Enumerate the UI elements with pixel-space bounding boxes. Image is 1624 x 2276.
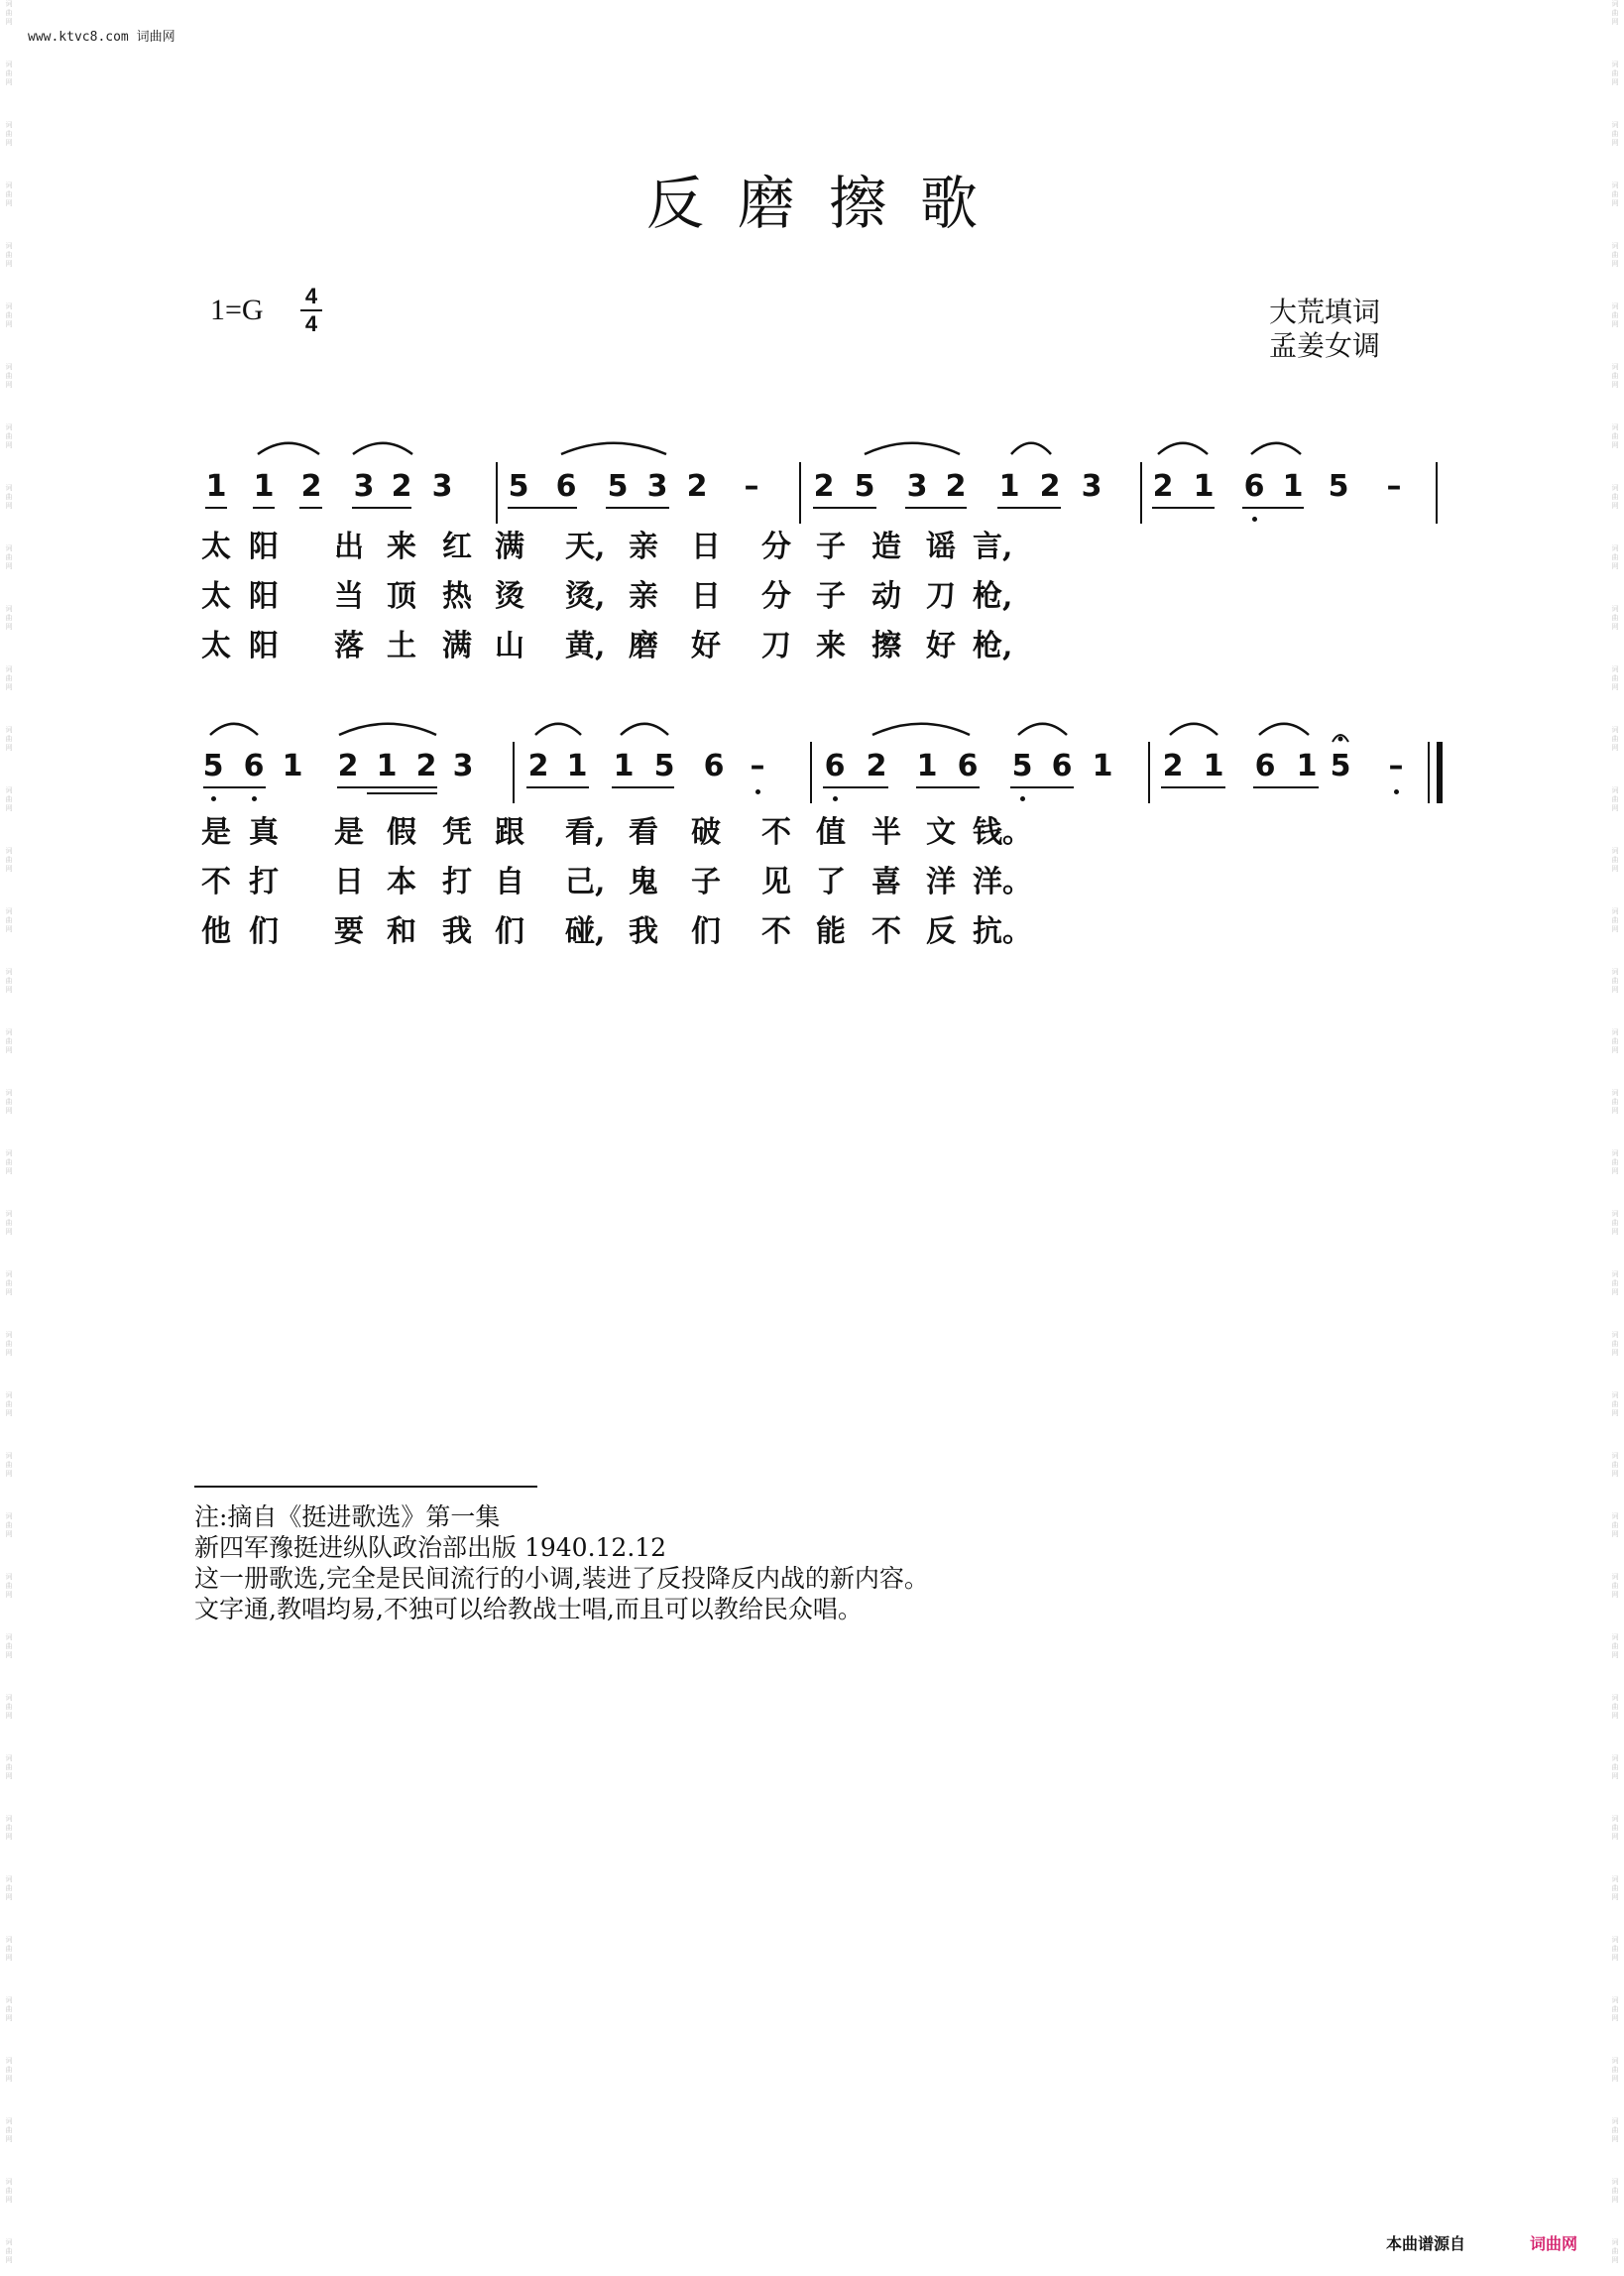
note: 2 bbox=[391, 469, 412, 504]
lyric-char: 们 bbox=[249, 914, 279, 949]
watermark-mark: 词 曲 网 bbox=[5, 1512, 13, 1538]
lyric-char: 了 bbox=[816, 865, 846, 899]
watermark-mark: 词 曲 网 bbox=[5, 1270, 13, 1296]
note: 6 bbox=[1243, 469, 1265, 504]
lyric-char: 刀 bbox=[761, 629, 791, 663]
note: 5 bbox=[607, 469, 629, 504]
time-signature-bottom: 4 bbox=[304, 311, 318, 336]
lyric-char: 碰, bbox=[565, 914, 606, 949]
lyric-char: 我 bbox=[442, 914, 472, 949]
lyric-char: 们 bbox=[495, 914, 524, 949]
lyric-char: 红 bbox=[442, 530, 472, 564]
watermark-mark: 词 曲 网 bbox=[5, 1754, 13, 1780]
watermark-mark: 词 曲 网 bbox=[1611, 1391, 1619, 1417]
note: 5 bbox=[653, 749, 675, 783]
watermark-mark: 词 曲 网 bbox=[1611, 2238, 1619, 2264]
watermark-mark: 词 曲 网 bbox=[5, 2057, 13, 2083]
final-bar-line-thin bbox=[1428, 742, 1430, 803]
lyric-char: 不 bbox=[201, 865, 231, 899]
watermark-mark: 词 曲 网 bbox=[5, 605, 13, 631]
watermark-mark: 词 曲 网 bbox=[1611, 1210, 1619, 1236]
note: 1 bbox=[282, 749, 303, 783]
note: 1 bbox=[566, 749, 588, 783]
lyric-char: 真 bbox=[249, 815, 279, 850]
watermark-mark: 词 曲 网 bbox=[1611, 847, 1619, 873]
watermark-mark: 词 曲 网 bbox=[5, 2178, 13, 2204]
low-octave-dot bbox=[833, 796, 838, 801]
low-octave-dot bbox=[1252, 517, 1257, 522]
watermark-mark: 词 曲 网 bbox=[1611, 2057, 1619, 2083]
lyric-char: 烫, bbox=[565, 579, 606, 614]
lyric-char: 自 bbox=[495, 865, 524, 899]
lyric-char: 热 bbox=[442, 579, 472, 614]
lyric-char: 和 bbox=[387, 914, 416, 949]
watermark-mark: 词 曲 网 bbox=[1611, 1089, 1619, 1115]
note: 2 bbox=[866, 749, 887, 783]
watermark-mark: 词 曲 网 bbox=[1611, 0, 1619, 26]
song-title: 反磨擦歌 bbox=[645, 170, 1011, 237]
lyric-char: 擦 bbox=[871, 629, 901, 663]
watermark-mark: 词 曲 网 bbox=[5, 544, 13, 570]
lyric-char: 文 bbox=[926, 815, 956, 850]
watermark-mark: 词 曲 网 bbox=[1611, 1936, 1619, 1962]
key-signature: 1=G bbox=[210, 294, 264, 326]
lyric-char: 是 bbox=[334, 815, 364, 850]
note: 3 bbox=[646, 469, 668, 504]
watermark-mark: 词 曲 网 bbox=[5, 423, 13, 449]
watermark-mark: 词 曲 网 bbox=[1611, 1331, 1619, 1357]
eighth-underline bbox=[1161, 786, 1225, 788]
bar-line bbox=[513, 742, 515, 803]
lyric-char: 假 bbox=[387, 815, 416, 850]
lyric-char: 看, bbox=[565, 815, 606, 850]
watermark-mark: 词 曲 网 bbox=[1611, 1875, 1619, 1901]
watermark-mark: 词 曲 网 bbox=[5, 1633, 13, 1659]
lyricist-credit: 大荒填词 bbox=[1269, 296, 1381, 328]
watermark-mark: 词 曲 网 bbox=[5, 1391, 13, 1417]
lyric-char: 太 bbox=[201, 629, 231, 663]
note: 2 bbox=[1162, 749, 1184, 783]
lyric-char: 子 bbox=[816, 579, 846, 614]
lyric-char: 们 bbox=[691, 914, 721, 949]
lyric-char: 喜 bbox=[871, 865, 901, 899]
watermark-mark: 词 曲 网 bbox=[1611, 363, 1619, 389]
lyric-char: 枪, bbox=[973, 629, 1013, 663]
lyric-char: 我 bbox=[629, 914, 658, 949]
note: 1 bbox=[1282, 469, 1304, 504]
note: 1 bbox=[1092, 749, 1113, 783]
low-octave-dot bbox=[1020, 796, 1025, 801]
lyric-char: 当 bbox=[334, 579, 364, 614]
slur bbox=[865, 443, 960, 454]
lyric-char: 子 bbox=[691, 865, 721, 899]
lyric-char: 磨 bbox=[629, 629, 658, 663]
hold-dash: – bbox=[1386, 469, 1402, 504]
lyric-char: 动 bbox=[871, 579, 901, 614]
footnote-line: 注:摘自《挺进歌选》第一集 bbox=[194, 1502, 501, 1531]
note: 1 bbox=[1203, 749, 1224, 783]
lyric-char: 值 bbox=[816, 815, 846, 850]
lyric-char: 太 bbox=[201, 579, 231, 614]
note: 2 bbox=[527, 749, 549, 783]
watermark-mark: 词 曲 网 bbox=[1611, 484, 1619, 510]
watermark-mark: 词 曲 网 bbox=[5, 1936, 13, 1962]
note: 5 bbox=[508, 469, 529, 504]
lyric-char: 洋。 bbox=[973, 865, 1032, 899]
note: 1 bbox=[1296, 749, 1318, 783]
note: 6 bbox=[824, 749, 846, 783]
note: 1 bbox=[376, 749, 398, 783]
lyric-char: 分 bbox=[761, 530, 791, 564]
tune-credit: 孟姜女调 bbox=[1269, 329, 1381, 362]
lyric-char: 来 bbox=[816, 629, 846, 663]
eighth-underline bbox=[606, 507, 669, 509]
hold-dash: – bbox=[744, 469, 759, 504]
watermark-mark: 词 曲 网 bbox=[1611, 181, 1619, 207]
footnotes bbox=[194, 1501, 929, 1624]
lyric-char: 日 bbox=[691, 579, 721, 614]
low-octave-dot bbox=[1394, 789, 1399, 794]
bar-line bbox=[810, 742, 812, 803]
eighth-underline bbox=[1152, 507, 1215, 509]
time-signature-top: 4 bbox=[304, 284, 318, 308]
slur bbox=[210, 724, 258, 735]
final-bar-line-thick bbox=[1437, 742, 1443, 803]
note: 6 bbox=[1051, 749, 1073, 783]
watermark-mark: 词 曲 网 bbox=[5, 121, 13, 147]
note: 2 bbox=[945, 469, 967, 504]
watermark-mark: 词 曲 网 bbox=[1611, 1815, 1619, 1841]
bar-line bbox=[799, 462, 801, 524]
lyric-char: 好 bbox=[926, 629, 956, 663]
note: 3 bbox=[1081, 469, 1102, 504]
watermark-mark: 词 曲 网 bbox=[5, 907, 13, 933]
watermark-mark: 词 曲 网 bbox=[5, 363, 13, 389]
watermark-mark: 词 曲 网 bbox=[5, 1875, 13, 1901]
bar-line bbox=[1148, 742, 1150, 803]
lyric-char: 分 bbox=[761, 579, 791, 614]
lyric-char: 太 bbox=[201, 530, 231, 564]
note: 5 bbox=[854, 469, 875, 504]
eighth-underline bbox=[1010, 786, 1074, 788]
watermark-mark: 词 曲 网 bbox=[1611, 1270, 1619, 1296]
note: 3 bbox=[431, 469, 453, 504]
lyric-char: 谣 bbox=[926, 530, 956, 564]
lyric-char: 己, bbox=[565, 865, 606, 899]
note: 2 bbox=[686, 469, 708, 504]
watermark-mark: 词 曲 网 bbox=[1611, 423, 1619, 449]
watermark-mark: 词 曲 网 bbox=[1611, 907, 1619, 933]
lyric-char: 抗。 bbox=[973, 914, 1032, 949]
watermark-mark: 词 曲 网 bbox=[1611, 605, 1619, 631]
low-octave-dot bbox=[755, 789, 760, 794]
eighth-underline bbox=[813, 507, 876, 509]
note: 1 bbox=[205, 469, 227, 504]
sixteenth-underline bbox=[367, 792, 437, 794]
watermark-mark: 词 曲 网 bbox=[1611, 2178, 1619, 2204]
note: 2 bbox=[415, 749, 437, 783]
note: 6 bbox=[555, 469, 577, 504]
slur bbox=[258, 443, 319, 454]
watermark-mark: 词 曲 网 bbox=[1611, 968, 1619, 994]
footnote-rule bbox=[194, 1486, 537, 1488]
lyric-char: 烫 bbox=[495, 579, 524, 614]
watermark-mark: 词 曲 网 bbox=[5, 484, 13, 510]
lyric-char: 能 bbox=[816, 914, 846, 949]
lyric-char: 鬼 bbox=[629, 865, 658, 899]
lyric-char: 本 bbox=[387, 865, 416, 899]
lyric-char: 反 bbox=[926, 914, 956, 949]
note: 6 bbox=[1254, 749, 1276, 783]
eighth-underline bbox=[997, 507, 1061, 509]
lyric-char: 跟 bbox=[495, 815, 524, 850]
lyric-char: 满 bbox=[442, 629, 472, 663]
lyric-char: 半 bbox=[871, 815, 901, 850]
footer-brand-link[interactable]: 词曲网 bbox=[1530, 2234, 1578, 2253]
footnote-line: 文字通,教唱均易,不独可以给教战士唱,而且可以教给民众唱。 bbox=[194, 1595, 863, 1623]
watermark-mark: 词 曲 网 bbox=[5, 1089, 13, 1115]
watermark-mark: 词 曲 网 bbox=[1611, 544, 1619, 570]
slur bbox=[1158, 443, 1208, 454]
lyric-char: 亲 bbox=[629, 530, 658, 564]
note: 3 bbox=[906, 469, 928, 504]
slur bbox=[1018, 724, 1067, 735]
eighth-underline bbox=[205, 507, 227, 509]
lyric-char: 满 bbox=[495, 530, 524, 564]
watermark-mark: 词 曲 网 bbox=[1611, 60, 1619, 86]
slur bbox=[621, 724, 668, 735]
watermark-mark: 词 曲 网 bbox=[1611, 1512, 1619, 1538]
watermark-mark: 词 曲 网 bbox=[1611, 1573, 1619, 1599]
watermark-mark: 词 曲 网 bbox=[1611, 1754, 1619, 1780]
eighth-underline bbox=[916, 786, 980, 788]
eighth-underline bbox=[253, 507, 275, 509]
lyric-char: 子 bbox=[816, 530, 846, 564]
note: 2 bbox=[337, 749, 359, 783]
watermark-mark: 词 曲 网 bbox=[5, 1331, 13, 1357]
lyric-char: 阳 bbox=[249, 629, 279, 663]
lyric-char: 不 bbox=[871, 914, 901, 949]
watermark-mark: 词 曲 网 bbox=[1611, 786, 1619, 812]
lyric-char: 要 bbox=[334, 914, 364, 949]
watermark-mark: 词 曲 网 bbox=[5, 847, 13, 873]
note: 1 bbox=[998, 469, 1020, 504]
watermark-mark: 词 曲 网 bbox=[1611, 665, 1619, 691]
slur bbox=[1259, 724, 1309, 735]
eighth-underline bbox=[1253, 786, 1319, 788]
watermark-mark: 词 曲 网 bbox=[5, 665, 13, 691]
lyric-char: 是 bbox=[201, 815, 231, 850]
slur bbox=[1251, 443, 1301, 454]
watermark-mark: 词 曲 网 bbox=[5, 302, 13, 328]
footnote-line: 这一册歌选,完全是民间流行的小调,装进了反投降反内战的新内容。 bbox=[194, 1564, 929, 1593]
lyric-char: 见 bbox=[761, 865, 791, 899]
lyric-char: 落 bbox=[334, 629, 364, 663]
note: 1 bbox=[253, 469, 275, 504]
watermark-mark: 词 曲 网 bbox=[5, 1210, 13, 1236]
lyric-char: 打 bbox=[442, 865, 472, 899]
lyric-char: 天, bbox=[565, 530, 606, 564]
lyric-char: 亲 bbox=[629, 579, 658, 614]
lyric-char: 日 bbox=[691, 530, 721, 564]
watermark-mark: 词 曲 网 bbox=[5, 2117, 13, 2143]
lyric-char: 言, bbox=[973, 530, 1013, 564]
eighth-underline bbox=[203, 786, 266, 788]
watermark-mark: 词 曲 网 bbox=[1611, 121, 1619, 147]
lyric-char: 山 bbox=[495, 629, 524, 663]
note: 5 bbox=[1011, 749, 1033, 783]
bar-line bbox=[1140, 462, 1142, 524]
slur bbox=[1170, 724, 1218, 735]
watermark-mark: 词 曲 网 bbox=[5, 0, 13, 26]
watermark-mark: 词 曲 网 bbox=[1611, 1452, 1619, 1478]
lyric-char: 阳 bbox=[249, 579, 279, 614]
lyric-char: 他 bbox=[201, 914, 231, 949]
note: 6 bbox=[957, 749, 979, 783]
eighth-underline bbox=[1242, 507, 1304, 509]
watermark-mark: 词 曲 网 bbox=[1611, 1633, 1619, 1659]
bar-line bbox=[496, 462, 498, 524]
note: 6 bbox=[703, 749, 725, 783]
low-octave-dot bbox=[252, 796, 257, 801]
slur bbox=[339, 724, 436, 735]
watermark-mark: 词 曲 网 bbox=[5, 1694, 13, 1720]
hold-dash: – bbox=[1388, 749, 1404, 783]
watermark-mark: 词 曲 网 bbox=[5, 1149, 13, 1175]
watermark-mark: 词 曲 网 bbox=[5, 181, 13, 207]
note: 1 bbox=[916, 749, 938, 783]
watermark-mark: 词 曲 网 bbox=[1611, 302, 1619, 328]
eighth-underline bbox=[612, 786, 674, 788]
lyric-char: 造 bbox=[871, 530, 901, 564]
note: 1 bbox=[613, 749, 635, 783]
note: 2 bbox=[1039, 469, 1061, 504]
note: 5 bbox=[1330, 749, 1351, 783]
lyric-char: 看 bbox=[629, 815, 658, 850]
watermark-mark: 词 曲 网 bbox=[1611, 1149, 1619, 1175]
watermark-mark: 词 曲 网 bbox=[5, 1815, 13, 1841]
footer-source: 本曲谱源自 bbox=[1386, 2234, 1466, 2253]
watermark-mark: 词 曲 网 bbox=[5, 726, 13, 752]
lyric-char: 阳 bbox=[249, 530, 279, 564]
footnote-line: 新四军豫挺进纵队政治部出版 1940.12.12 bbox=[194, 1533, 667, 1562]
lyric-char: 土 bbox=[387, 629, 416, 663]
watermark-mark: 词 曲 网 bbox=[1611, 1694, 1619, 1720]
lyric-char: 来 bbox=[387, 530, 416, 564]
fermata-dot bbox=[1338, 737, 1343, 742]
slur bbox=[535, 724, 581, 735]
watermark-mark: 词 曲 网 bbox=[5, 1996, 13, 2022]
site-url[interactable]: www.ktvc8.com 词曲网 bbox=[28, 30, 175, 45]
lyric-char: 不 bbox=[761, 914, 791, 949]
eighth-underline bbox=[367, 786, 437, 788]
watermark-mark: 词 曲 网 bbox=[1611, 2117, 1619, 2143]
lyric-char: 破 bbox=[691, 815, 721, 850]
note: 6 bbox=[243, 749, 265, 783]
note: 2 bbox=[300, 469, 322, 504]
eighth-underline bbox=[352, 507, 411, 509]
note: 2 bbox=[1152, 469, 1174, 504]
slur bbox=[561, 443, 666, 454]
watermark-mark: 词 曲 网 bbox=[5, 242, 13, 268]
note: 2 bbox=[813, 469, 835, 504]
watermark-mark: 词 曲 网 bbox=[5, 1452, 13, 1478]
note: 3 bbox=[353, 469, 375, 504]
low-octave-dot bbox=[211, 796, 216, 801]
lyric-char: 刀 bbox=[926, 579, 956, 614]
slur bbox=[353, 443, 412, 454]
watermark-mark: 词 曲 网 bbox=[5, 1028, 13, 1054]
lyric-char: 黄, bbox=[565, 629, 606, 663]
eighth-underline bbox=[508, 507, 577, 509]
note: 3 bbox=[452, 749, 474, 783]
watermark-mark: 词 曲 网 bbox=[5, 2238, 13, 2264]
watermark-mark: 词 曲 网 bbox=[1611, 726, 1619, 752]
lyric-char: 枪, bbox=[973, 579, 1013, 614]
watermark-mark: 词 曲 网 bbox=[5, 1573, 13, 1599]
note: 5 bbox=[1328, 469, 1349, 504]
watermark-mark: 词 曲 网 bbox=[5, 786, 13, 812]
watermark-mark: 词 曲 网 bbox=[1611, 1028, 1619, 1054]
lyric-char: 凭 bbox=[442, 815, 472, 850]
slur bbox=[872, 724, 970, 735]
watermark-mark: 词 曲 网 bbox=[1611, 242, 1619, 268]
lyric-char: 打 bbox=[249, 865, 279, 899]
watermark-mark: 词 曲 网 bbox=[5, 968, 13, 994]
eighth-underline bbox=[526, 786, 589, 788]
watermark-mark: 词 曲 网 bbox=[5, 60, 13, 86]
eighth-underline bbox=[905, 507, 967, 509]
note: 1 bbox=[1193, 469, 1215, 504]
eighth-underline bbox=[823, 786, 888, 788]
hold-dash: – bbox=[750, 749, 765, 783]
eighth-underline bbox=[299, 507, 322, 509]
watermark-mark: 词 曲 网 bbox=[1611, 1996, 1619, 2022]
slur bbox=[1011, 443, 1051, 454]
lyric-char: 不 bbox=[761, 815, 791, 850]
lyric-char: 洋 bbox=[926, 865, 956, 899]
note: 5 bbox=[202, 749, 224, 783]
lyric-char: 日 bbox=[334, 865, 364, 899]
lyric-char: 好 bbox=[691, 629, 721, 663]
lyric-char: 顶 bbox=[387, 579, 416, 614]
lyric-char: 钱。 bbox=[973, 815, 1032, 850]
bar-line bbox=[1436, 462, 1438, 524]
lyric-char: 出 bbox=[334, 530, 364, 564]
